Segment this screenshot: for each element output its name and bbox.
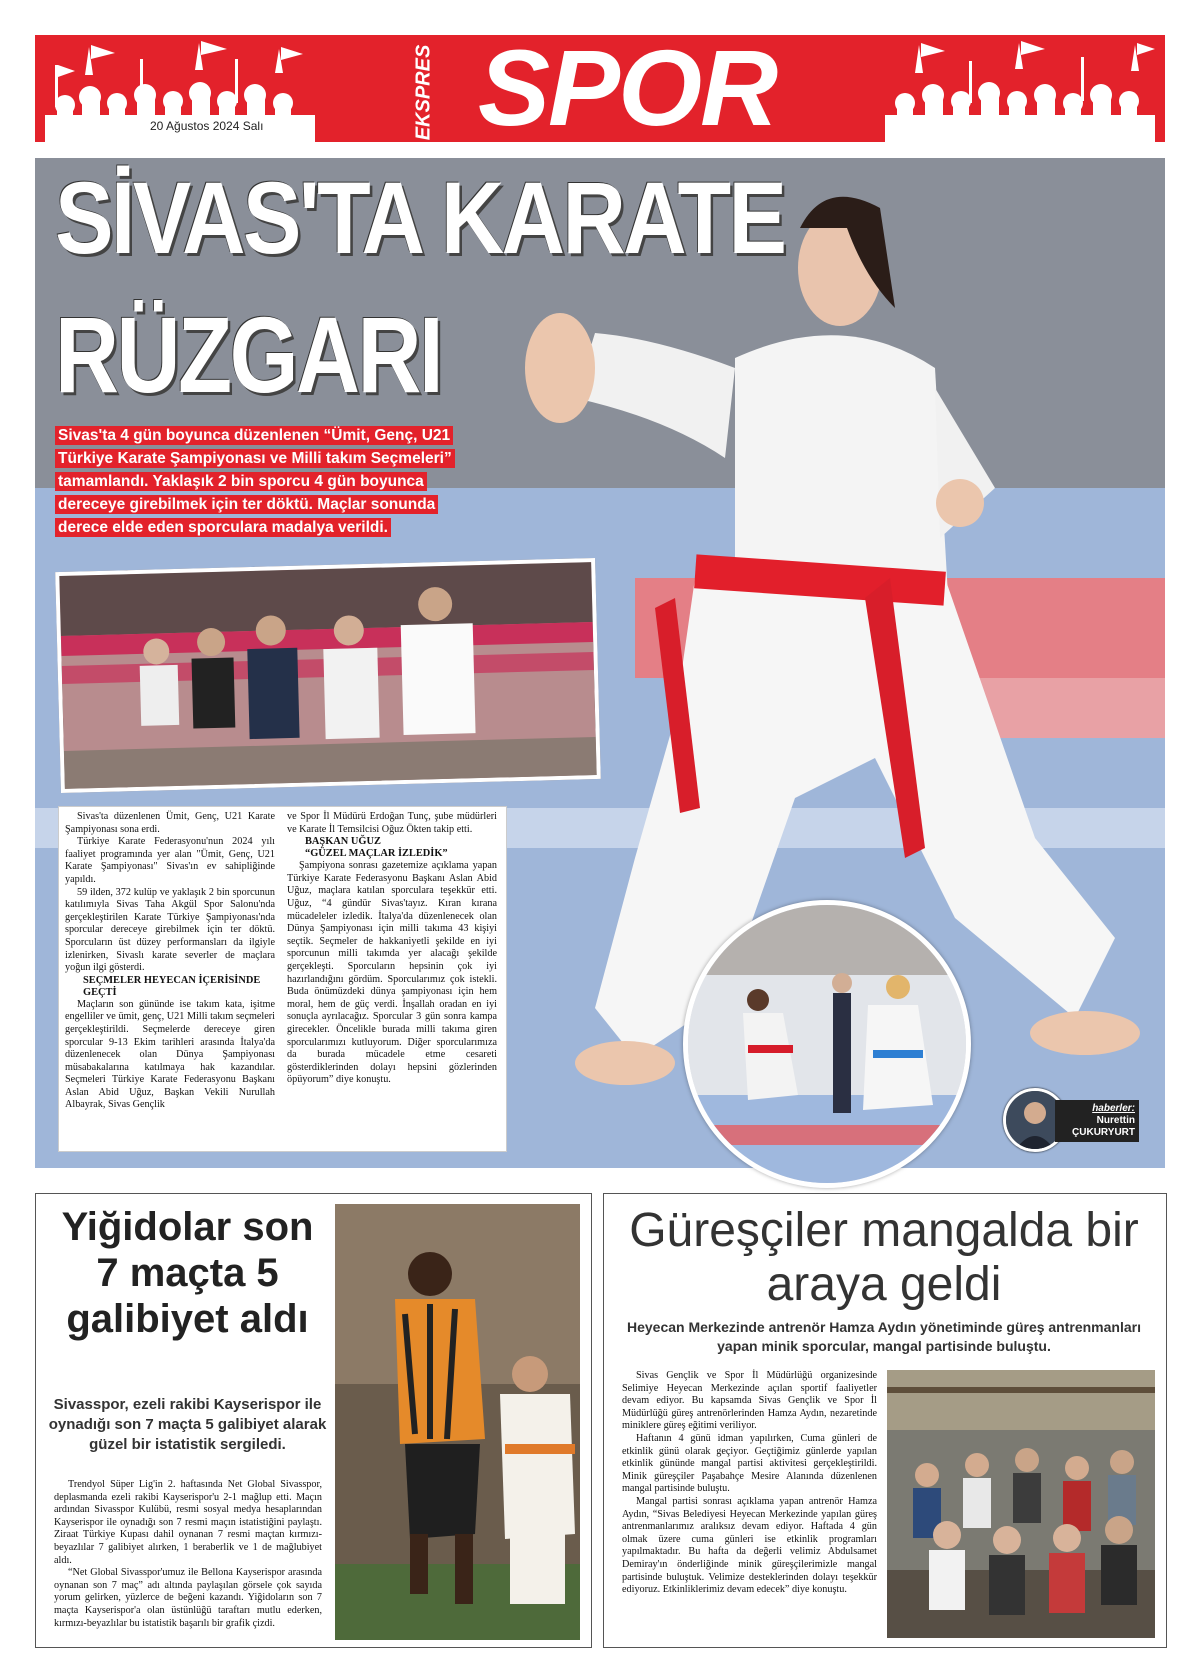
- football-photo: [335, 1204, 580, 1640]
- paragraph: ve Spor İl Müdürü Erdoğan Tunç, şube müdürleri ve Karate İl Temsilcisi Oğuz Ökten takip etti.: [287, 811, 497, 835]
- wrestlers-group-image: [887, 1370, 1155, 1638]
- wrestling-body: [622, 1370, 877, 1597]
- hero-lead: [55, 424, 455, 539]
- crowd-silhouette-right-icon: [885, 35, 1155, 142]
- officials-image: [59, 562, 596, 789]
- sivasspor-headline: Yiğidolar son 7 maçta 5 galibiyet aldı: [61, 1205, 314, 1341]
- hero-lead-text: Sivas'ta 4 gün boyunca düzenlenen “Ümit, Genç, U21 Türkiye Karate Şampiyonası ve Milli takım Seçmeleri” tamamlandı. Yaklaşık 2 bin sporcu 4 gün boyunca dereceye girebilmek için ter döktü. Maçlar sonunda derece elde eden sporculara madalya verildi.: [55, 426, 455, 537]
- brand-spor: SPOR: [478, 27, 777, 148]
- article-column-2: [287, 811, 497, 1087]
- section-heading: SEÇMELER HEYECAN İÇERİSİNDE GEÇTİ: [83, 974, 261, 998]
- karate-article-body: [58, 806, 507, 1152]
- karate-match-image: [688, 905, 966, 1183]
- paragraph: Mangal partisi sonrası açıklama yapan antrenör Hamza Aydın, “Sivas Belediyesi Heyecan Merkezinde yapılan güreş antrenmanlarımız aralıksız devam ediyor. Haftada 4 gün olmak üzere cuma günleri ise etkinlik programları yapılmaktadır. Bu hafta da değerli velimiz Abdulsamet Demiray'ın önderliğinde minik güreşçilerimizle mangal partisinde buluştuk. Velimize desteklerinden dolayı teşekkür ediyoruz. Etkinliklerimiz devam edecek” diye konuştu.: [622, 1495, 877, 1596]
- football-match-image: [335, 1204, 580, 1640]
- paragraph: 59 ilden, 372 kulüp ve yaklaşık 2 bin sporcunun katılımıyla Sivas Taha Akgül Spor Salonu'nda gerçekleştirilen Karate Türkiye Şampiyonası'nda sporcular dereceye girebilmek için ter döktü. Sporcuların üst düzey performansları da ilgiyle izlenirken, Sivaslı karate severler de maçlara yoğun ilgi gösterdi.: [65, 886, 275, 974]
- byline-name-last: ÇUKURYURT: [1072, 1127, 1135, 1138]
- paragraph: Trendyol Süper Lig'in 2. haftasında Net Global Sivasspor, deplasmanda ezeli rakibi Kayserispor'u 2-1 mağlup etti. Maçın ardından Sivasspor Kulübü, resmi sosyal medya hesaplarından Kayserispor ile oynadığı son 7 resmi maçın istatistiğini paylaştı. Ziraat Türkiye Kupası dahil oynanan 7 resmi maçtan kırmızı-beyazlılar 7 galibiyet alırken, 1 beraberlik ve 1 de mağlubiyet aldı.: [54, 1479, 322, 1566]
- article-column-1: [65, 811, 275, 1112]
- paragraph: Maçların son gününde ise takım kata, işitme engelliler ve ümit, genç, U21 Milli takım seçmeleri gerçekleştirildi. Seçmelerde dereceye giren sporcular 9-13 Ekim tarihleri arasında İtalya'da düzenlenecek olan Dünya Şampiyonası müsabakalarına katılmaya hak kazandılar. Seçmeleri Türkiye Karate Federasyonu Başkanı Aslan Abid Uğuz, Başkan Vekili Nurullah Albayrak, Sivas Gençlik: [65, 998, 275, 1111]
- byline-name-first: Nurettin: [1096, 1115, 1135, 1126]
- wrestling-subtitle: Heyecan Merkezinde antrenör Hamza Aydın yönetiminde güreş antrenmanları yapan minik sporcular, mangal partisinde buluştu.: [626, 1319, 1141, 1354]
- sivasspor-body: [54, 1479, 322, 1630]
- officials-photo: [55, 558, 601, 793]
- paragraph: Sivas'ta düzenlenen Ümit, Genç, U21 Karate Şampiyonası sona erdi.: [65, 811, 275, 835]
- issue-date: 20 Ağustos 2024 Salı: [150, 119, 264, 133]
- karate-match-photo: [683, 900, 971, 1188]
- wrestlers-bbq-photo: [887, 1370, 1155, 1638]
- wrestling-headline: Güreşçiler mangalda bir araya geldi: [629, 1204, 1139, 1311]
- paragraph: Şampiyona sonrası gazetemize açıklama yapan Türkiye Karate Federasyonu Başkanı Aslan Abid Uğuz, maçlara katılan sporculara teşekkür etti. Uğuz, “4 gündür Sivas'tayız. Kıran kırana mücadeleler izledik. İtalya'da düzenlenecek olan Dünya Şampiyonası için milli takıma 43 kişiyi seçtik. Seçmeler de hakkaniyetli şekilde en iyi sporcunun milli takımda yer alacağı şekilde gerçekleşti. Sporcuların hepsinin çok iyi hazırlandığını gördüm. Sporcularımız çok istekli. Buda önümüzdeki dünya şampiyonası için hem moral, hem de güç verdi. İnşallah oradan en iyi sonuçla ayrılacağız. Sporcular 3 gün sonra kampa girecekler. Öncelikle burada milli takıma giren sporcularımızı kutluyorum. Diğer sporcularımıza da burada mücadele etme cesareti gösterdiklerinden dolayı hepsini gözlerinden öpüyorum” diye konuştu.: [287, 860, 497, 1086]
- paragraph: Sivas Gençlik ve Spor İl Müdürlüğü organizesinde Selimiye Heyecan Merkezinde açılan sportif faaliyetler devam ediyor. Bu kapsamda Sivas Gençlik ve Spor İl Müdürlüğü güreş antrenörlerinden Hamza Aydın, nezaretinde miniklere güreş eğitimi veriliyor.: [622, 1370, 877, 1432]
- byline-label: haberler:: [1092, 1103, 1135, 1114]
- paragraph: Haftanın 4 günü idman yapılırken, Cuma günleri de etkinlik günü olarak geçiyor. Geçtiğimiz günlerde yapılan etkinlik gününde mangal partisi aktivitesi gerçekleştirildi. Minik güreşçiler Paşabahçe Mesire Alanında düzenlenen mangal partisinde buluştu.: [622, 1432, 877, 1495]
- byline: [1003, 1088, 1133, 1152]
- paragraph: “Net Global Sivasspor'umuz ile Bellona Kayserispor arasında oynanan son 7 maç” adı altında paylaşılan görsele çok sayıda yorum gelirken, yüzlerce de beğeni kazandı. Yiğidoların son 7 maçta Kayserispor'a olan üstünlüğü taraftarı mutlu ederken, kırmızı-beyazlılar bu istatistik başarılı bir grafik çizdi.: [54, 1567, 322, 1629]
- section-heading: BAŞKAN UĞUZ: [305, 836, 381, 848]
- hero-headline-line1: SİVAS'TA KARATE: [55, 161, 785, 275]
- byline-text: [1055, 1100, 1139, 1142]
- brand-ekspres: EKSPRES: [412, 44, 435, 141]
- paragraph: Türkiye Karate Federasyonu'nun 2024 yılı faaliyet programında yer alan "Ümit, Genç, U21 Karate Şampiyonası" Sivas'ın ev sahipliğinde yapıldı.: [65, 836, 275, 885]
- section-heading: “GÜZEL MAÇLAR İZLEDİK”: [305, 848, 448, 860]
- hero-headline-line2: RÜZGARI: [55, 294, 442, 415]
- sivasspor-subtitle: Sivasspor, ezeli rakibi Kayserispor ile oynadığı son 7 maçta 5 galibiyet alarak güzel bir istatistik sergiledi.: [48, 1396, 327, 1453]
